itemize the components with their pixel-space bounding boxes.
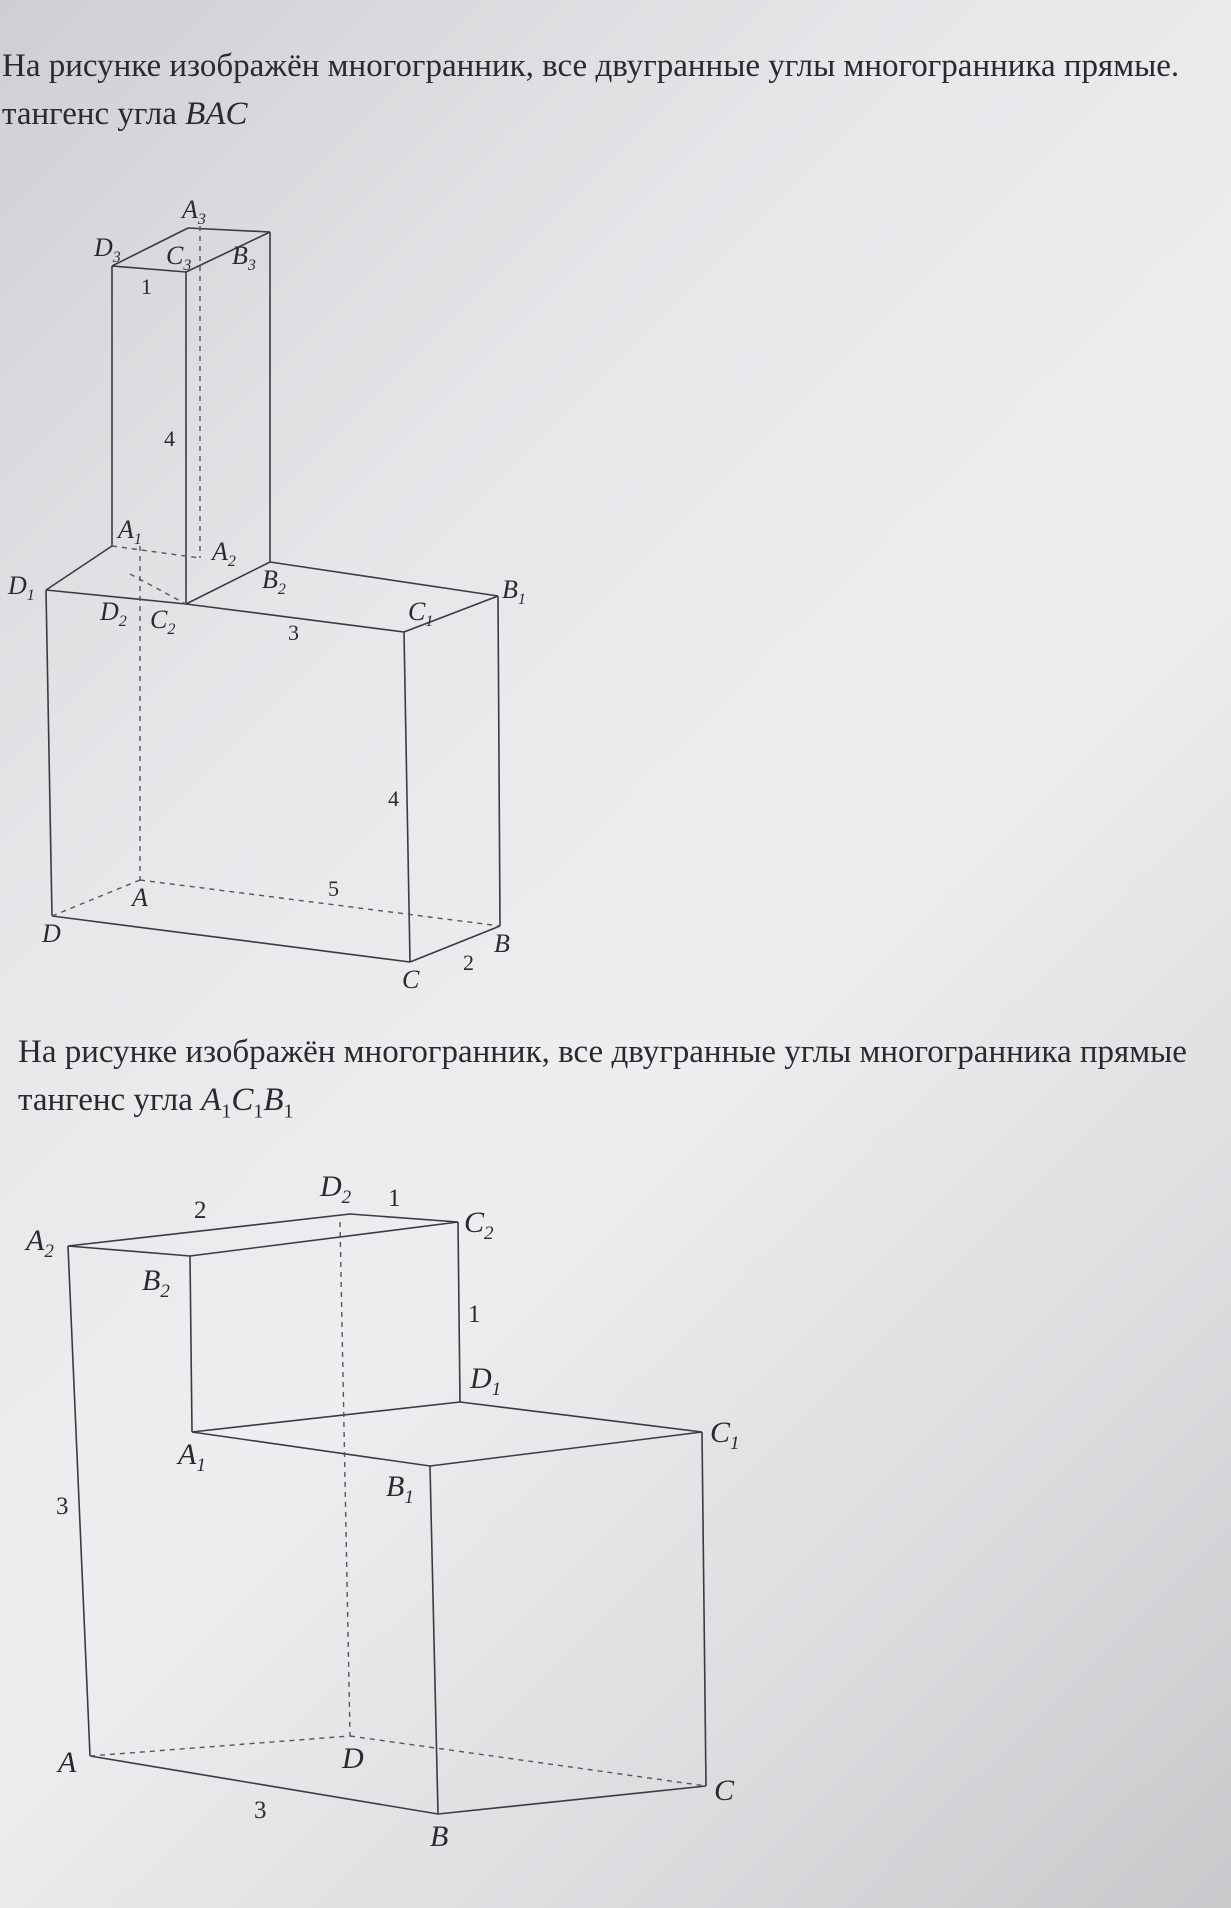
label-A3: $A_3$ xyxy=(182,195,206,228)
label-C1: $C_1$ xyxy=(408,597,434,630)
label-B1: $B_1$ xyxy=(502,575,526,608)
label-D: D xyxy=(342,1742,364,1775)
label-A: A xyxy=(132,883,148,912)
label-C1: $C_1$ xyxy=(710,1416,740,1454)
edge-A2-A xyxy=(68,1246,90,1756)
length-step: 3 xyxy=(288,620,299,645)
edge-C2-D1 xyxy=(458,1222,460,1402)
length-base: 5 xyxy=(328,876,339,901)
length-left: 3 xyxy=(56,1493,69,1520)
label-C: C xyxy=(714,1774,735,1807)
edge-B1-B xyxy=(430,1466,438,1814)
label-B: B xyxy=(430,1820,449,1853)
edge-B1-C1 xyxy=(430,1432,702,1466)
edge-B-C xyxy=(438,1786,706,1814)
problem-1-question: тангенс угла xyxy=(2,96,186,132)
label-B2: $B_2$ xyxy=(142,1264,170,1302)
label-C2: $C_2$ xyxy=(464,1206,494,1244)
problem-2-angle: $A_1C_1B_1$ xyxy=(201,1082,294,1123)
problem-1-angle: BAC xyxy=(185,96,248,132)
label-C3: $C_3$ xyxy=(166,241,192,274)
label-D3: $D_3$ xyxy=(94,233,121,266)
edge-A1-B1 xyxy=(192,1432,430,1466)
problem-1-line1: На рисунке изображён многогранник, все двугранные углы многогранника прямые. xyxy=(2,48,1180,84)
hidden-D2-D xyxy=(340,1222,350,1736)
label-A2: $A_2$ xyxy=(26,1224,54,1262)
length-tower: 4 xyxy=(164,426,175,451)
edge-D2-C2 xyxy=(350,1214,458,1222)
label-A1: $A_1$ xyxy=(118,515,142,548)
length-base: 3 xyxy=(254,1797,267,1824)
label-D1: $D_1$ xyxy=(8,571,35,604)
length-back: 1 xyxy=(468,1301,481,1328)
hidden-A-D xyxy=(90,1736,350,1756)
problem-2-line1: На рисунке изображён многогранник, все двугранные углы многогранника прямые xyxy=(18,1034,1187,1070)
length-front: 4 xyxy=(388,786,399,811)
label-B2: $B_2$ xyxy=(262,565,286,598)
edge-C1-C xyxy=(702,1432,706,1786)
label-D2: $D_2$ xyxy=(100,597,127,630)
label-B3: $B_3$ xyxy=(232,241,256,274)
length-topright: 1 xyxy=(388,1185,401,1212)
label-A2: $A_2$ xyxy=(212,537,236,570)
label-D1: $D_1$ xyxy=(470,1362,502,1400)
edge-D1-C1 xyxy=(460,1402,702,1432)
edge-A1-D1 xyxy=(192,1402,460,1432)
label-A: A xyxy=(58,1746,77,1779)
label-A1: $A_1$ xyxy=(178,1438,206,1476)
label-C2: $C_2$ xyxy=(150,605,176,638)
label-B: B xyxy=(494,929,510,958)
edge-B2-A1 xyxy=(190,1256,192,1432)
label-D2: $D_2$ xyxy=(320,1170,352,1208)
length-top: 1 xyxy=(141,274,152,299)
edge-A2-B2 xyxy=(68,1246,190,1256)
length-side: 2 xyxy=(463,950,474,975)
hidden-D-C xyxy=(350,1736,706,1786)
label-B1: $B_1$ xyxy=(386,1470,414,1508)
problem-2-question: тангенс угла xyxy=(18,1082,202,1118)
label-C: C xyxy=(402,965,420,994)
label-D: D xyxy=(42,919,61,948)
length-top: 2 xyxy=(194,1197,207,1224)
